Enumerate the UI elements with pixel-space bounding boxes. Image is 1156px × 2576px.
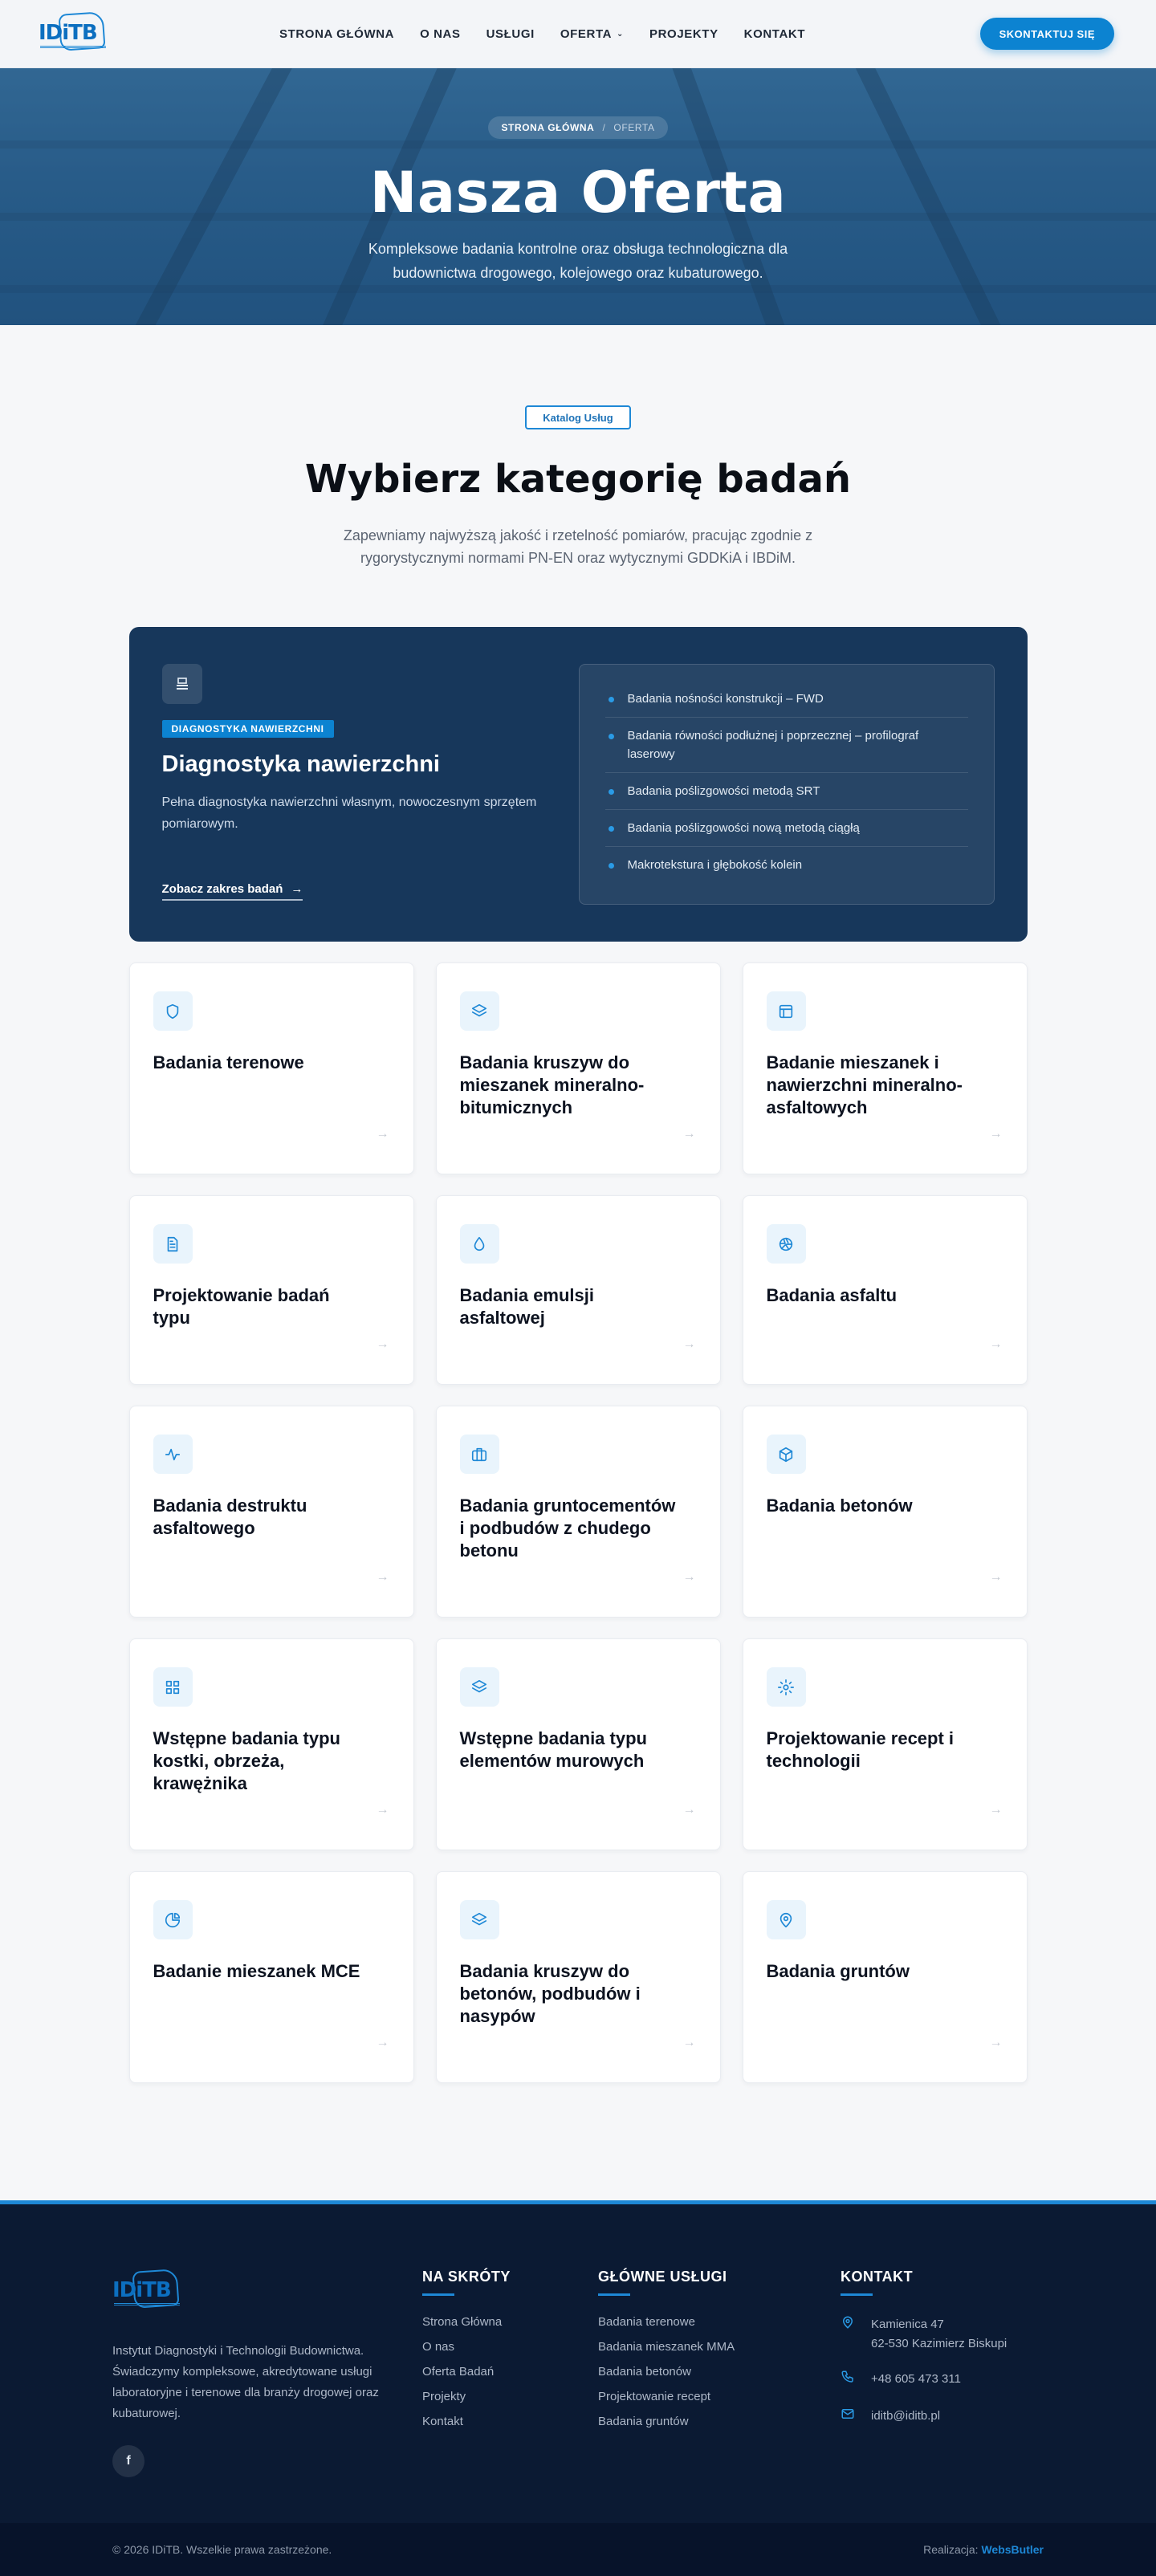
footer-link-projects[interactable]: Projekty <box>422 2390 466 2403</box>
site-header <box>0 0 1156 68</box>
arrow-right-icon: → <box>989 1127 1003 1141</box>
briefcase-icon <box>460 1435 499 1474</box>
credit-link[interactable]: WebsButler <box>981 2543 1044 2556</box>
arrow-right-icon: → <box>989 1570 1003 1584</box>
list-item: Badania poślizgowości metodą SRT <box>605 773 968 810</box>
see-scope-label: Zobacz zakres badań <box>161 882 283 896</box>
card-title: Badania kruszyw do mieszanek mineralno-bitumicznych <box>459 1052 645 1117</box>
logo-text: IDiTB <box>39 21 97 45</box>
phone-icon <box>841 2370 857 2391</box>
footer-link-about[interactable]: O nas <box>422 2340 455 2354</box>
section-badge: Katalog Usług <box>525 405 630 429</box>
arrow-right-icon: → <box>682 2036 696 2049</box>
card-title: Wstępne badania typu elementów murowych <box>459 1728 647 1771</box>
nav-home[interactable]: STRONA GŁÓWNA <box>279 27 395 41</box>
category-card[interactable] <box>129 962 414 1174</box>
nav-services[interactable]: USŁUGI <box>486 27 535 41</box>
aperture-icon <box>767 1224 806 1264</box>
section-lead: Zapewniamy najwyższą jakość i rzetelność pomiarów, pracując zgodnie z rygorystycznymi normami PN-EN oraz wytycznymi GDDKiA i IBDiM. <box>343 527 813 566</box>
footer-bottom-bar <box>0 2523 1156 2576</box>
arrow-right-icon: → <box>682 1570 696 1584</box>
droplet-icon <box>460 1224 499 1264</box>
copyright: © 2026 IDiTB. Wszelkie prawa zastrzeżone. <box>112 2543 332 2556</box>
footer-service-link[interactable]: Badania gruntów <box>598 2415 689 2428</box>
card-title: Badania terenowe <box>153 1052 304 1072</box>
arrow-right-icon: → <box>989 1803 1003 1817</box>
featured-category-card <box>129 627 1028 942</box>
nav-offer-label: OFERTA <box>560 27 613 41</box>
page-title: Nasza Oferta <box>369 160 787 226</box>
map-pin-icon <box>767 1900 806 1939</box>
list-item: Badania nośności konstrukcji – FWD <box>605 681 968 718</box>
category-card[interactable] <box>129 1638 414 1850</box>
card-title: Badanie mieszanek MCE <box>153 1961 360 1981</box>
card-title: Projektowanie recept i technologii <box>766 1728 955 1771</box>
breadcrumb-current: OFERTA <box>613 122 655 133</box>
card-title: Badania emulsji asfaltowej <box>459 1285 595 1328</box>
category-card[interactable] <box>436 1406 721 1618</box>
catalog-section <box>0 325 1156 569</box>
activity-icon <box>153 1435 193 1474</box>
arrow-right-icon: → <box>682 1337 696 1351</box>
card-title: Badanie mieszanek i nawierzchni mineralno-asfaltowych <box>766 1052 963 1117</box>
arrow-right-icon: → <box>682 1803 696 1817</box>
grid-icon <box>153 1667 193 1707</box>
logo[interactable] <box>39 10 111 58</box>
pie-chart-icon <box>153 1900 193 1939</box>
arrow-right-icon: → <box>376 1803 389 1817</box>
footer-link-contact[interactable]: Kontakt <box>422 2415 463 2428</box>
card-title: Badania destruktu asfaltowego <box>153 1496 307 1538</box>
site-footer <box>0 2200 1156 2576</box>
mail-icon <box>841 2407 857 2427</box>
arrow-right-icon: → <box>989 2036 1003 2049</box>
card-title: Badania kruszyw do betonów, podbudów i nasypów <box>459 1961 641 2026</box>
arrow-right-icon: → <box>682 1127 696 1141</box>
footer-heading: GŁÓWNE USŁUGI <box>598 2269 727 2285</box>
hero-subtitle: Kompleksowe badania kontrolne oraz obsługa technologiczna dla budownictwa drogowego, kolejowego oraz kubaturowego. <box>368 241 788 281</box>
arrow-right-icon: → <box>376 2036 389 2049</box>
breadcrumb-home[interactable]: STRONA GŁÓWNA <box>501 122 595 133</box>
breadcrumb: STRONA GŁÓWNA / OFERTA <box>488 116 667 139</box>
nav-projects[interactable]: PROJEKTY <box>649 27 718 41</box>
footer-heading: NA SKRÓTY <box>422 2269 511 2285</box>
footer-heading: KONTAKT <box>841 2269 914 2285</box>
footer-logo[interactable] <box>112 2269 193 2317</box>
layers-icon <box>460 1667 499 1707</box>
footer-services <box>598 2269 735 2428</box>
chevron-down-icon: ⌄ <box>617 30 625 39</box>
arrow-right-icon: → <box>376 1570 389 1584</box>
footer-service-link[interactable]: Badania terenowe <box>598 2315 695 2329</box>
category-card[interactable] <box>436 1195 721 1385</box>
section-title: Wybierz kategorię badań <box>304 457 852 502</box>
credit: Realizacja: WebsButler <box>923 2543 1044 2556</box>
category-card[interactable] <box>436 1871 721 2083</box>
map-pin-icon <box>841 2315 857 2354</box>
category-tag: DIAGNOSTYKA NAWIERZCHNI <box>162 720 334 738</box>
main-nav <box>279 0 805 68</box>
hero-banner <box>0 68 1156 325</box>
document-icon <box>153 1224 193 1264</box>
list-item: Badania poślizgowości nową metodą ciągłą <box>605 810 968 847</box>
category-card[interactable] <box>129 1406 414 1618</box>
footer-service-link[interactable]: Projektowanie recept <box>598 2390 711 2403</box>
category-card[interactable] <box>129 1871 414 2083</box>
category-card[interactable] <box>743 962 1028 1174</box>
arrow-right-icon: → <box>376 1127 389 1141</box>
gear-icon <box>767 1667 806 1707</box>
footer-logo-text: IDiTB <box>112 2278 171 2302</box>
footer-service-link[interactable]: Badania betonów <box>598 2365 691 2379</box>
card-title: Badania gruntów <box>766 1961 910 1981</box>
contact-email[interactable]: iditb@iditb.pl <box>841 2407 1007 2427</box>
arrow-right-icon: → <box>989 1337 1003 1351</box>
featured-title: Diagnostyka nawierzchni <box>161 751 440 777</box>
contact-cta-button[interactable]: SKONTAKTUJ SIĘ <box>980 18 1114 50</box>
equipment-icon <box>162 664 202 704</box>
footer-contact <box>841 2269 1007 2427</box>
featured-items-list <box>579 664 995 905</box>
footer-about: Instytut Diagnostyki i Technologii Budownictwa. Świadczymy kompleksowe, akredytowane usługi laboratoryjne i terenowe dla branży drogowej oraz kubaturowej. <box>112 2344 379 2420</box>
category-card[interactable] <box>743 1871 1028 2083</box>
nav-offer[interactable] <box>560 27 624 41</box>
category-card[interactable] <box>436 962 721 1174</box>
category-card[interactable] <box>129 1195 414 1385</box>
footer-link-home[interactable]: Strona Główna <box>422 2315 503 2329</box>
layers-icon <box>460 991 499 1031</box>
card-title: Projektowanie badań typu <box>153 1285 330 1328</box>
arrow-right-icon: → <box>291 882 303 896</box>
footer-shortcuts <box>422 2269 511 2428</box>
card-title: Wstępne badania typu kostki, obrzeża, krawężnika <box>153 1728 340 1793</box>
layers-icon <box>460 1900 499 1939</box>
category-card[interactable] <box>743 1638 1028 1850</box>
list-item: Badania równości podłużnej i poprzecznej – profilograf laserowy <box>605 718 968 773</box>
footer-service-link[interactable]: Badania mieszanek MMA <box>598 2340 735 2354</box>
see-scope-link[interactable] <box>162 882 303 901</box>
footer-link-offer[interactable]: Oferta Badań <box>422 2365 495 2379</box>
arrow-right-icon: → <box>376 1337 389 1351</box>
category-grid <box>129 962 1028 2104</box>
featured-description: Pełna diagnostyka nawierzchni własnym, nowoczesnym sprzętem pomiarowym. <box>161 796 537 831</box>
facebook-icon[interactable]: f <box>112 2445 144 2477</box>
category-card[interactable] <box>743 1406 1028 1618</box>
list-item: Makrotekstura i głębokość kolein <box>605 847 968 883</box>
card-title: Badania gruntocementów i podbudów z chudego betonu <box>459 1496 676 1561</box>
card-title: Badania betonów <box>766 1496 913 1516</box>
category-card[interactable] <box>436 1638 721 1850</box>
contact-address: Kamienica 47 62-530 Kazimierz Biskupi <box>841 2315 1007 2354</box>
category-card[interactable] <box>743 1195 1028 1385</box>
box-icon <box>767 1435 806 1474</box>
shield-icon <box>153 991 193 1031</box>
contact-phone[interactable]: +48 605 473 311 <box>841 2370 1007 2391</box>
nav-about[interactable]: O NAS <box>420 27 461 41</box>
card-title: Badania asfaltu <box>766 1285 898 1305</box>
nav-contact[interactable]: KONTAKT <box>743 27 806 41</box>
layout-icon <box>767 991 806 1031</box>
